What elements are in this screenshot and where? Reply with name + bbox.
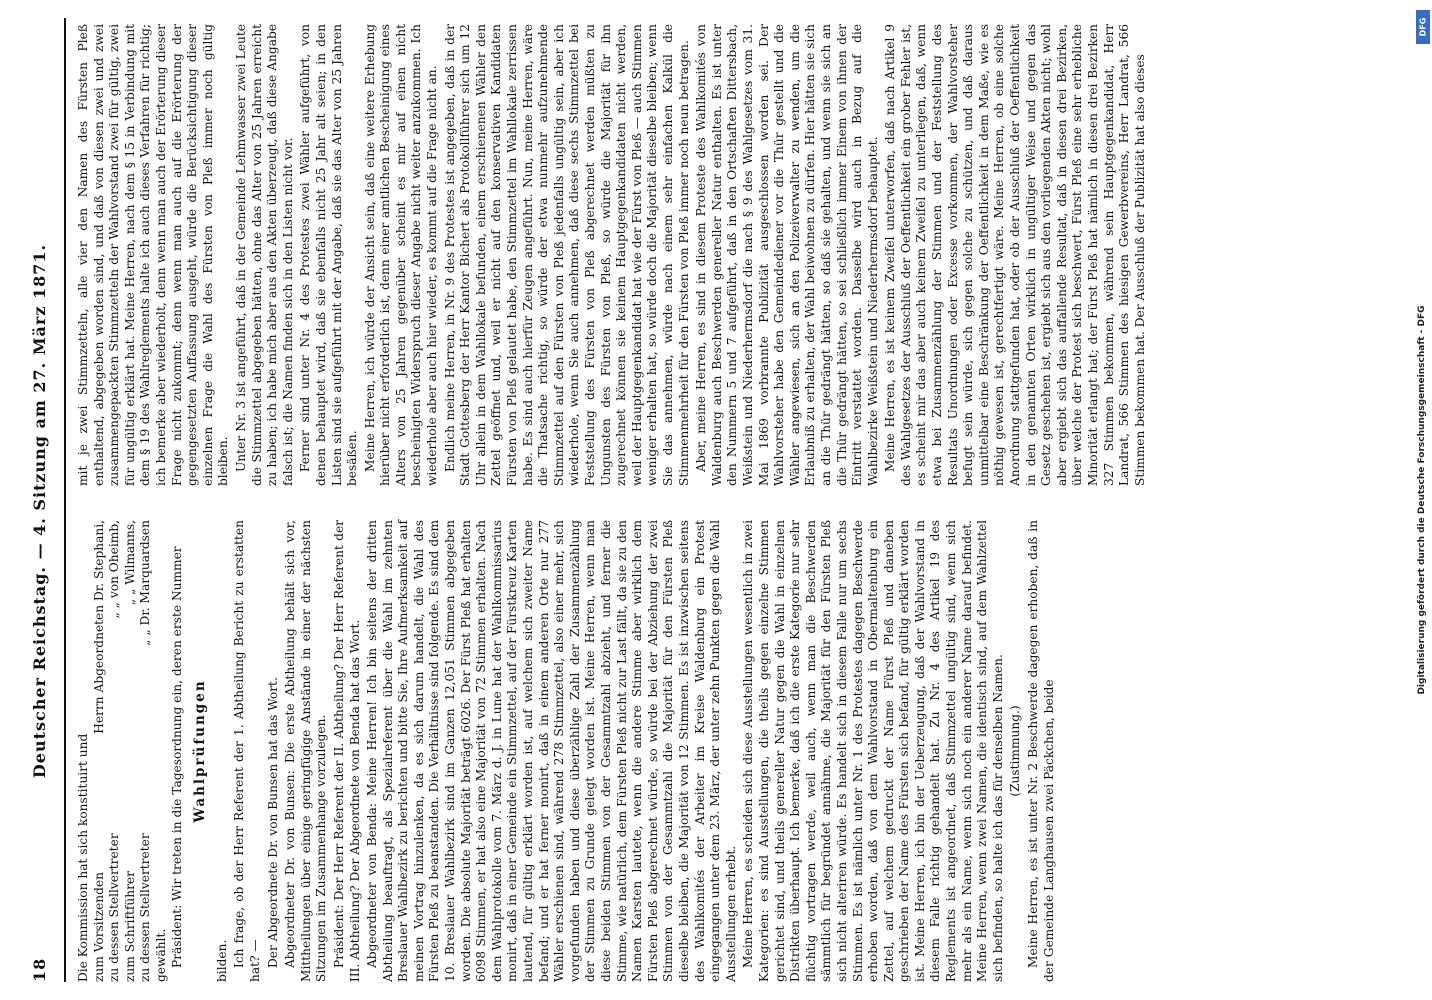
paragraph: Meine Herren, es ist unter Nr. 2 Beschwerde dagegen erhoben, daß in der Gemeinde Langhausen zwei Päckchen, beide [1026,520,1056,982]
paragraph: Abgeordneter von Benda: Meine Herren! Ich bin seitens der dritten Abtheilung beauftragt, als Spezialreferent über die Wahl im zehnten Breslauer Wahlbezirk zu berichten und bitte Sie, Ihre Aufmerksamkeit auf meinen Vortrag hinzulenken, da es sich darum handelt, die Wahl des Fürsten Pleß zu beanstanden. Die Verhältnisse sind folgende. Es sind dem 10. Breslauer Wahlbezirk sind im Ganzen 12,051 Stimmen abgegeben worden. Die absolute Majorität beträgt 6026. Der Fürst Pleß hat erhalten 6098 Stimmen, er hat also eine Majorität von 72 Stimmen erhalten. Nach dem Wahlprotokolle vom 7. März d. J. in Lune hat der Wahlkommissarius monirt, daß in einer Gemeinde ein Stimmzettel, auf der Fürstkreuz Karten lautend, für gültig erklärt worden ist, auf welchem sich zweiter Name befand; und er hat ferner monirt, daß in einem anderen Orte nur 277 Wähler erschienen sind, während 278 Stimmzettel, also einer mehr, sich vorgefunden haben und diese überzählige Zahl der Zusammenzählung der Stimmen zu Grunde gelegt worden ist. Meine Herren, wenn man diese beiden Stimmen von der Gesammtzahl abzieht, und ferner die Stimme, wie natürlich, dem Fürsten Pleß nicht zur Last fällt, da sie zu den Namen Karsten lautete, wenn die andere Stimme aber wirklich dem Fürsten Pleß abgerechnet würde, so würde bei der Abziehung der zwei Stimmen von der Gesammtzahl die Majorität für den Fürsten Pleß dieselbe bleiben, die Majorität von 12 Stimmen. Es ist inzwischen seitens des Wahlkomités der Arbeiter im Kreise Waldenburg ein Protest eingegangen unter dem 23. März, der unter zehn Punkten gegen die Wahl Ausstellungen erhebt. [365,520,738,982]
paragraph: Der Abgeordnete Dr. von Bunsen hat das Wort. [265,677,280,968]
paragraph: Meine Herren, ich würde der Ansicht sein, daß eine weitere Erhebung hierüber nicht erforderlich ist, denn einer amtlichen Bescheinigung eines Alters von 25 Jahren gegenüber scheint es mir auf einen nicht bescheinigten Widerspruch dieser Angabe nicht weiter anzukommen. Ich wiederhole aber auch hier wieder, es kommt auf die Frage nicht an. [362,24,440,486]
commission-row [92,520,108,982]
paragraph: Präsident: Wir treten in die Tagesordnung ein, deren erste Nummer [169,546,184,968]
commission-name: Herrn Abgeordneten Dr. Stephani, [91,520,106,734]
commission-role: zu dessen Stellvertreter [138,833,153,982]
paragraph: Aber, meine Herren, es sind in diesem Proteste des Wahlkomités von Waldenburg auch Beschwerden genereller Natur enthalten. Es ist unter den Nummern 5 und 7 aufgeführt, daß in den Ortschaften Dittersbach, Weißstein und Niederhermsdorf die nach § 9 des Wahlgesetzes vom 31. Mai 1869 vorbrannte Publizität ausgeschlossen worden sei. Der Wahlvorsteher habe den Gemeindediener vor die Thür gestellt und die Wähler angewiesen, sich an den Polizeiverwalter zu wenden, um die Erlaubniß zu erhalten, der Wahl beiwohnen zu dürfen. Hier hätten sie sich an die Thür gedrängt hätten, so daß sie gehalten, und wenn sie sich an die Thür gedrängt hätten, so sei schließlich immer Einem von ihnen der Eintritt verstattet worden. Dasselbe wird auch in Bezug auf die Wahlbezirke Weißstein und Niederhermsdorf behauptet. [694,24,880,486]
interjection: (Zustimmung.) [1008,705,1023,797]
commission-row [76,520,92,982]
right-column [76,24,1416,486]
dfg-logo [1416,10,1430,44]
commission-role: zum Schriftführer [122,871,137,982]
running-title: Deutscher Reichstag. — 4. Sitzung am 27. März 1871. [30,243,49,779]
header-rule [64,18,66,982]
commission-role: Die Kommission hat sich konstituirt und [76,733,90,982]
digitization-credit [1415,0,1429,1000]
commission-row [107,520,123,982]
paragraph: Meine Herren, es scheiden sich diese Ausstellungen wesentlich in zwei Kategorien: es sind Ausstellungen, die theils gegen einzelne Stimmen gerichtet sind, und theils genereller Natur gegen die Wahl in einzelnen Distrikten überhaupt. Ich bemerke, daß ich die erste Kategorie nur sehr flüchtig vortragen werde, weil auch, wenn man die Beschwerden sämmtlich für begründet annähme, die Majorität für den Fürsten Pleß sich nicht alteriren würde. Es handelt sich in diesem Falle nur um sechs Stimmen. Es ist nämlich unter Nr. 1 des Protestes dagegen Beschwerde erhoben worden, daß von dem Wahlvorstand in Obermaltenburg ein Zettel, auf welchem gedruckt der Name Fürst Pleß und daneben geschrieben der Name des Fürsten sich befand, für gültig erklärt worden ist. Meine Herren, ich bin der Ueberzeugung, daß der Wahlvorstand in diesem Falle richtig gehandelt hat. Zu Nr. 4 des Artikel 19 des Reglements ist angeordnet, daß Stimmzettel ungültig sind, wenn sich mehr als ein Name, wenn sich noch ein anderer Name darauf befindet. Meine Herren, wenn zwei Namen, die identisch sind, auf dem Wahlzettel sich befinden, so halte ich das für denselben Namen. [741,520,1005,982]
commission-name: „ „ Dr. Marquardsen [138,520,153,646]
paragraph: mit je zwei Stimmzetteln, alle vier den Namen des Fürsten Pleß enthaltend, abgegeben worden sind, und daß von diesen zwei und zwei zusammengepackten Stimmzetteln der Wahlvorstand zwei für gültig, zwei für ungültig erklärt hat. Meine Herren, nach dem § 15 in Verbindung mit dem § 19 des Wahlreglements halte ich auch dieses Verfahren für richtig; ich bemerke aber wiederholt, denn wenn man auch der Erörterung dieser Frage nicht zukommt; denn wenn man auch auf die Erörterung der gegengesetzten Auffassung ausgeht, würde die Berücksichtigung dieser einzelnen Frage die Wahl des Fürsten von Pleß immer noch gültig bleiben. [76,24,231,486]
credit-strip [1412,0,1432,1000]
commission-row [123,520,139,982]
commission-name: „ „ von Oheimb, [107,520,122,619]
paragraph: Abgeordneter Dr. von Bunsen: Die erste Abtheilung behält sich vor, Mittheilungen über einige geringfügige Anstände in einer der nächsten Sitzungen im Zusammenhange vorzulegen. [283,520,329,982]
credit-text: Digitalisierung gefördert durch die Deutsche Forschungsgemeinschaft - DFG [1417,305,1427,695]
commission-row [138,520,154,982]
page-header [22,40,62,982]
paragraph: Unter Nr. 3 ist angeführt, daß in der Gemeinde Lehmwasser zwei Leute die Stimmzettel abgegeben hätten, ohne das Alter von 25 Jahren erreicht zu haben; ich habe mich aber aus den Akten überzeugt, daß diese Angabe falsch ist; die Namen finden sich in den Listen nicht vor. [233,24,295,486]
page-number: 18 [30,957,49,982]
paragraph: Präsident: Der Herr Referent der II. Abtheilung? Der Herr Referent der III. Abtheilung? Der Abgeordnete von Benda hat das Wort. [331,520,362,982]
paragraph: Endlich meine Herren, in Nr. 9 des Protestes ist angegeben, daß in der Stadt Gottesberg der Herr Kantor Bichert als Protokollführer sich um 12 Uhr allein in dem Wahllokale befunden, einem erschienenen Wähler den Zettel geöffnet und, weil er nicht auf den konservativen Kandidaten Fürsten von Pleß gelautet habe, den Stimmzettel im Wahllokale zerrissen habe. Es sind auch hierfür Zeugen angeführt. Nun, meine Herren, wäre die Thatsache richtig, so würde der etwa nunmehr aufzunehmende Stimmzettel auf den Fürsten von Pleß jedenfalls ungültig sein, aber ich wiederhole, wenn Sie auch annehmen, daß diese sechs Stimmzettel bei Feststellung des Fürsten von Pleß abgerechnet werden müßten zu Ungunsten des Fürsten von Pleß, so würde die Majorität für ihn zugerechnet können sie keinem Hauptgegenkandidaten nicht werden, weil der Hauptgegenkandidat hat wie der Fürst von Pleß — auch Stimmen weniger erhalten hat, so würde doch die Majorität dieselbe bleiben; wenn Sie das annehmen, würde nach einem sehr einfachen Kalkül die Stimmenmehrheit für den Fürsten von Pleß immer noch neun betragen. [442,24,691,486]
commission-role: zum Vorsitzenden [91,872,106,982]
dfg-logo-text: DFG [1418,17,1428,37]
commission-name: „ „ Wilmanns, [122,520,137,606]
commission-list [76,520,170,982]
commission-role: gewählt. [153,928,168,982]
left-column [76,520,1056,982]
paragraph: Meine Herren, es ist keinem Zweifel unterworfen, daß nach Artikel 9 des Wahlgesetzes der Ausschluß der Oeffentlichkeit ein grober Fehler ist, es scheint mir das aber auch keinem Zweifel zu unterliegen, daß, wenn etwa bei Zusammenzählung der Stimmen und der Feststellung des Resultats Unordnungen oder Excesse vorkommen, der Wahlvorsteher befugt sein würde, sich gegen solche zu schützen, und daß daraus unmittelbar eine Beschränkung der Oeffentlichkeit in dem Maße, wie es nöthig gewesen ist, gerechtfertigt wäre. Meine Herren, ob eine solche Anordnung stattgefunden hat, oder ob der Ausschluß der Oeffentlichkeit in den genannten Orten wirklich in ungültiger Weise und gegen das Gesetz geschehen ist, ergiebt sich aus den vorliegenden Akten nicht; wohl aber ergiebt sich das auffallende Resultat, daß in diesen drei Bezirken, über welche der Protest sich beschwert, Fürst Pleß eine sehr erhebliche Minorität erlangt hat; der Fürst Pleß hat nämlich in diesen drei Bezirken 327 Stimmen bekommen, während sein Hauptgegenkandidat, Herr Landrat, 566 Stimmen des hiesigen Gewerbvereins, Herr Landrat, 566 Stimmen bekommen hat. Der Ausschluß der Publizität hat also dieses [883,24,1147,486]
section-heading: Wahlprüfungen [192,679,209,823]
commission-role: zu dessen Stellvertreter [107,833,122,982]
paragraph: Ferner sind unter Nr. 4 des Protestes zwei Wähler aufgeführt, von denen behauptet wird, daß sie ebenfalls nicht 25 Jahr alt seien; in den Listen sind sie aufgeführt mit der Angabe, daß sie das Alter von 25 Jahren besäßen. [298,24,360,486]
paragraph: bilden. [214,939,229,982]
commission-row [154,520,170,982]
paragraph: Ich frage, ob der Herr Referent der 1. Abtheilung Bericht zu erstatten hat? — [232,520,262,982]
